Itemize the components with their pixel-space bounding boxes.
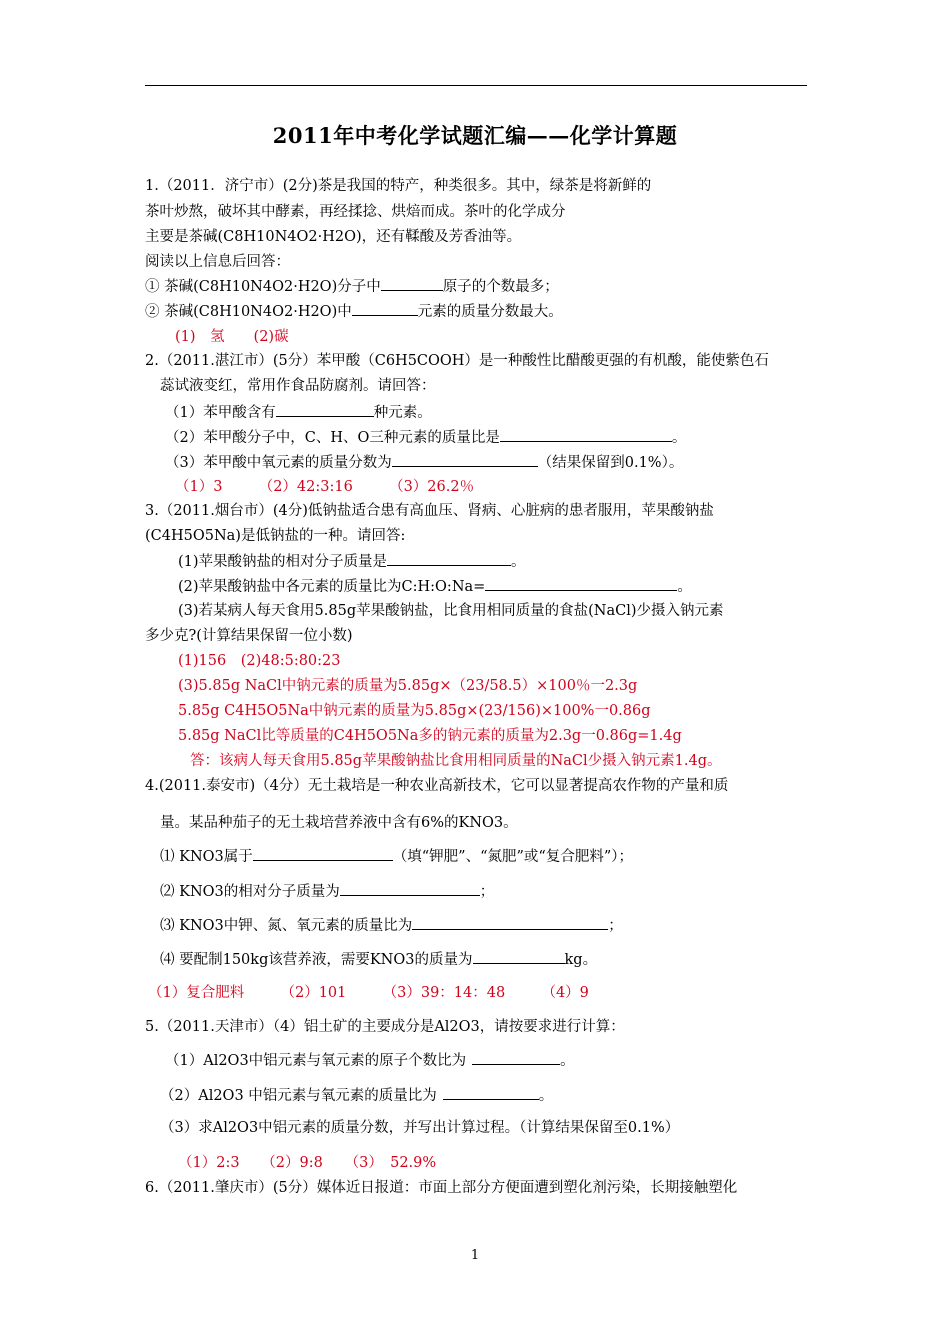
q4-answer: （1）复合肥料 （2）101 （3）39：14：48 （4）9 (148, 985, 589, 1001)
q6-line1: 6.（2011.肇庆市）(5分）媒体近日报道：市面上部分方便面遭到塑化剂污染，长期接触塑化 (145, 1180, 738, 1196)
document-title: 2011年中考化学试题汇编——化学计算题 (272, 123, 678, 148)
q4-line2: 量。某品种茄子的无土栽培营养液中含有6%的KNO3。 (160, 815, 518, 831)
answer-blank[interactable] (392, 452, 538, 467)
q3-answer-1: (1)156 (2)48:5:80:23 (178, 653, 341, 669)
q4-sub1-text: ⑴ KNO3属于 (160, 849, 253, 865)
q2-sub3-tail: （结果保留到0.1%）。 (537, 455, 684, 471)
q3-sub2 (178, 576, 692, 597)
q4-sub4-text: ⑷ 要配制150kg该营养液，需要KNO3的质量为 (160, 952, 473, 968)
q2-sub1-tail: 种元素。 (373, 405, 432, 421)
answer-blank[interactable] (340, 881, 480, 896)
answer-blank[interactable] (485, 576, 677, 591)
q5-sub3: （3）求Al2O3中铝元素的质量分数，并写出计算过程。（计算结果保留至0.1%） (160, 1120, 680, 1136)
q1-line3: 主要是茶碱(C8H10N4O2·H2O)，还有鞣酸及芳香油等。 (145, 229, 522, 245)
q1-line1: 1.（2011．济宁市）(2分)茶是我国的特产，种类很多。其中，绿茶是将新鲜的 (145, 178, 652, 194)
q5-sub2-text: （2）Al2O3 中铝元素与氧元素的质量比为 (160, 1088, 437, 1104)
answer-blank[interactable] (253, 846, 393, 861)
q1-sub1 (145, 276, 559, 297)
answer-blank[interactable] (387, 551, 511, 566)
q1-sub1-text: ① 茶碱(C8H10N4O2·H2O)分子中 (145, 279, 381, 295)
q5-sub1-tail: 。 (560, 1053, 575, 1069)
q3-answer-5: 答：该病人每天食用5.85g苹果酸钠盐比食用相同质量的NaCl少摄入钠元素1.4g。 (190, 753, 722, 769)
q3-line1: 3.（2011.烟台市）(4分)低钠盐适合患有高血压、肾病、心脏病的患者服用，苹果酸钠盐 (145, 503, 714, 519)
answer-blank[interactable] (276, 402, 374, 417)
q2-line1: 2.（2011.湛江市）(5分）苯甲酸（C6H5COOH）是一种酸性比醋酸更强的有机酸，能使紫色石 (145, 353, 769, 369)
q3-sub1-tail: 。 (511, 554, 526, 570)
q3-sub1-text: (1)苹果酸钠盐的相对分子质量是 (178, 554, 388, 570)
q3-answer-2: (3)5.85g NaCl中钠元素的质量为5.85g×（23/58.5）×100％一2.3g (178, 678, 638, 694)
q1-sub1-tail: 原子的个数最多； (442, 279, 559, 295)
q2-sub2-text: （2）苯甲酸分子中，C、H、O三种元素的质量比是 (165, 430, 500, 446)
q3-sub3-line1: (3)若某病人每天食用5.85g苹果酸钠盐，比食用相同质量的食盐(NaCl)少摄入钠元素 (178, 603, 724, 619)
q4-sub1 (160, 846, 633, 867)
q2-sub1 (165, 402, 432, 423)
q4-sub3-text: ⑶ KNO3中钾、氮、氧元素的质量比为 (160, 918, 413, 934)
answer-blank[interactable] (352, 301, 418, 316)
q4-sub4 (160, 949, 597, 970)
answer-blank[interactable] (473, 949, 565, 964)
q3-sub2-text: (2)苹果酸钠盐中各元素的质量比为C:H:O:Na= (178, 579, 486, 595)
q3-sub2-tail: 。 (677, 579, 692, 595)
answer-blank[interactable] (412, 915, 608, 930)
q2-sub3-text: （3）苯甲酸中氧元素的质量分数为 (165, 455, 392, 471)
q1-line2: 茶叶炒熬，破坏其中酵素，再经揉捻、烘焙而成。茶叶的化学成分 (145, 204, 566, 220)
answer-blank[interactable] (443, 1085, 539, 1100)
q2-sub1-text: （1）苯甲酸含有 (165, 405, 276, 421)
q4-sub3-tail: ； (608, 918, 623, 934)
q2-sub2-tail: 。 (671, 430, 687, 446)
q1-answer: (1) 氢 (2)碳 (175, 329, 289, 345)
q4-sub1-tail: （填“钾肥”、“氮肥”或“复合肥料”）； (392, 849, 633, 865)
q3-line2: (C4H5O5Na)是低钠盐的一种。请回答: (145, 528, 406, 544)
q2-sub2 (165, 427, 686, 448)
q1-line4: 阅读以上信息后回答： (145, 254, 290, 270)
header-rule (145, 85, 807, 86)
q3-answer-3: 5.85g C4H5O5Na中钠元素的质量为5.85g×(23/156)×100%一0.86g (178, 703, 651, 719)
page-number: 1 (470, 1248, 480, 1263)
q3-answer-4: 5.85g NaCl比等质量的C4H5O5Na多的钠元素的质量为2.3g一0.86g=1.4g (178, 728, 682, 744)
q1-sub2 (145, 301, 563, 322)
q4-sub3 (160, 915, 623, 936)
answer-blank[interactable] (500, 427, 672, 442)
q5-sub2 (160, 1085, 553, 1106)
q1-sub2-text: ② 茶碱(C8H10N4O2·H2O)中 (145, 304, 352, 320)
q4-sub2 (160, 881, 494, 902)
q5-sub1 (165, 1050, 575, 1071)
q5-sub1-text: （1）Al2O3中铝元素与氧元素的原子个数比为 (165, 1053, 467, 1069)
q2-line2: 蕊试液变红，常用作食品防腐剂。请回答： (160, 378, 436, 394)
q2-answer: （1）3 （2）42:3:16 （3）26.2％ (175, 479, 475, 495)
q2-sub3 (165, 452, 683, 473)
q3-sub3-line2: 多少克?(计算结果保留一位小数) (145, 628, 353, 644)
answer-blank[interactable] (381, 276, 443, 291)
q3-sub1 (178, 551, 526, 572)
q4-sub4-tail: kg。 (564, 952, 598, 968)
q4-sub2-tail: ； (479, 884, 495, 900)
q5-sub2-tail: 。 (538, 1088, 554, 1104)
q1-sub2-tail: 元素的质量分数最大。 (417, 304, 563, 320)
q5-line1: 5.（2011.天津市）（4）铝土矿的主要成分是Al2O3，请按要求进行计算： (145, 1019, 625, 1035)
q4-line1: 4.(2011.泰安市)（4分）无土栽培是一种农业高新技术，它可以显著提高农作物的产量和质 (145, 778, 729, 794)
q4-sub2-text: ⑵ KNO3的相对分子质量为 (160, 884, 340, 900)
q5-answer: （1）2:3 （2）9:8 （3） 52.9% (178, 1155, 437, 1171)
answer-blank[interactable] (472, 1050, 560, 1065)
